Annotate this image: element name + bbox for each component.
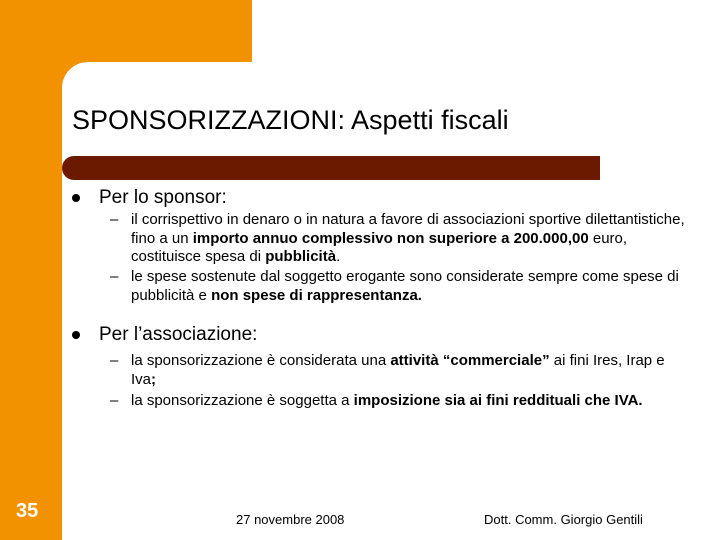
sub-item-text bbox=[131, 392, 691, 411]
footer-date: 27 novembre 2008 bbox=[236, 512, 345, 527]
dash-marker: – bbox=[110, 211, 119, 228]
bullet-label: Per lo sponsor: bbox=[99, 187, 227, 208]
dash-marker: – bbox=[110, 352, 119, 369]
slide-number: 35 bbox=[16, 500, 39, 522]
text-segment: le spese sostenute dal soggetto erogante sono considerate sempre come spese di pubblicità e bbox=[131, 268, 679, 304]
text-segment-bold: imposizione sia ai fini reddituali che IVA. bbox=[353, 392, 643, 409]
orange-left-strip bbox=[0, 0, 62, 540]
title-underline-bar bbox=[62, 156, 600, 180]
sub-item-text bbox=[131, 352, 691, 389]
text-segment: la sponsorizzazione è considerata una bbox=[131, 352, 391, 369]
text-segment: euro, costituisce spesa di bbox=[131, 229, 628, 265]
bullet-dot-icon bbox=[72, 331, 80, 339]
sub-item-text bbox=[131, 268, 691, 305]
text-segment: la sponsorizzazione è soggetta a bbox=[131, 392, 354, 409]
sub-item-text bbox=[131, 211, 691, 267]
bullet-label: Per l’associazione: bbox=[99, 324, 258, 345]
text-segment: ai fini Ires, Irap e Iva bbox=[131, 352, 665, 388]
text-segment-bold: pubblicità bbox=[265, 248, 337, 265]
text-segment-bold: ; bbox=[151, 370, 157, 388]
slide-title: SPONSORIZZAZIONI: Aspetti fiscali bbox=[72, 105, 509, 135]
text-segment-bold: non spese di rappresentanza. bbox=[211, 286, 422, 304]
footer-author: Dott. Comm. Giorgio Gentili bbox=[484, 512, 643, 527]
text-segment: il corrispettivo in denaro o in natura a favore di associazioni sportive dilettantistiche, fino a un bbox=[131, 211, 685, 247]
text-segment-bold: attività “commerciale” bbox=[390, 352, 550, 369]
bullet-dot-icon bbox=[72, 194, 80, 202]
dash-marker: – bbox=[110, 392, 119, 409]
text-segment: . bbox=[336, 248, 341, 265]
text-segment-bold: importo annuo complessivo non superiore a 200.000,00 bbox=[192, 229, 589, 247]
dash-marker: – bbox=[110, 268, 119, 285]
